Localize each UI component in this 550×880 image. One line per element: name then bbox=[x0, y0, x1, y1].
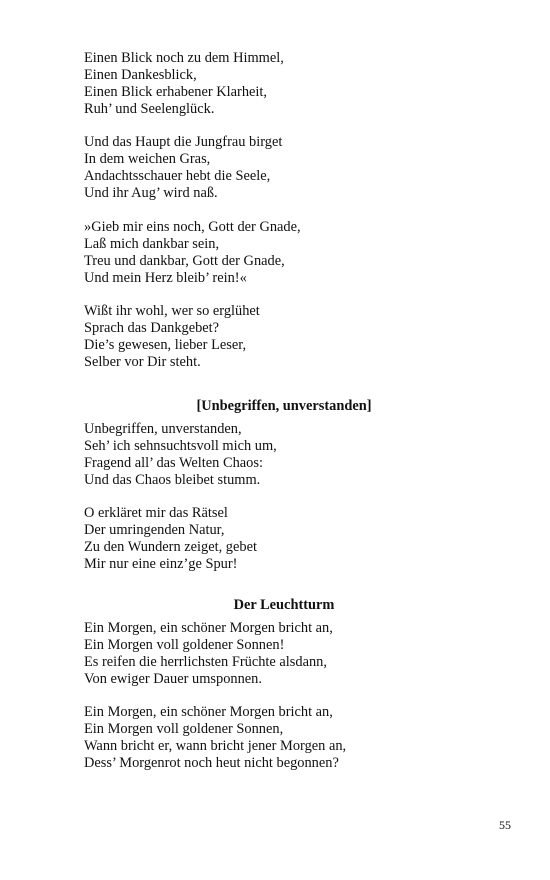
verse-line: Andachtsschauer hebt die Seele, bbox=[84, 168, 271, 185]
verse-line: Wann bricht er, wann bricht jener Morgen an, bbox=[84, 738, 347, 755]
stanza bbox=[84, 50, 484, 118]
stanza bbox=[84, 219, 484, 287]
verse-line: Einen Blick erhabener Klarheit, bbox=[84, 83, 268, 100]
stanza bbox=[84, 421, 484, 489]
verse-line: Laß mich dankbar sein, bbox=[84, 235, 220, 252]
stanza bbox=[84, 505, 484, 573]
verse-line: Von ewiger Dauer umsponnen. bbox=[84, 670, 262, 687]
poem-2 bbox=[84, 421, 484, 573]
verse-line: Ein Morgen voll goldener Sonnen, bbox=[84, 721, 284, 738]
verse-line: O erkläret mir das Rätsel bbox=[84, 505, 228, 522]
verse-line: Fragend all’ das Welten Chaos: bbox=[84, 454, 263, 471]
verse-line: Und mein Herz bleib’ rein!« bbox=[84, 269, 247, 286]
verse-line: Einen Dankesblick, bbox=[84, 66, 197, 83]
verse-line: Ruh’ und Seelenglück. bbox=[84, 100, 215, 117]
verse-line: Mir nur eine einz’ge Spur! bbox=[84, 556, 238, 573]
verse-line: Es reifen die herrlichsten Früchte alsdann, bbox=[84, 653, 327, 670]
poem-1 bbox=[84, 50, 484, 371]
verse-line: Treu und dankbar, Gott der Gnade, bbox=[84, 252, 285, 269]
verse-line: »Gieb mir eins noch, Gott der Gnade, bbox=[84, 218, 301, 235]
poem-3 bbox=[84, 620, 484, 772]
stanza bbox=[84, 704, 484, 772]
verse-line: Ein Morgen voll goldener Sonnen! bbox=[84, 636, 285, 653]
verse-line: Sprach das Dankgebet? bbox=[84, 320, 220, 337]
verse-line: In dem weichen Gras, bbox=[84, 151, 211, 168]
poem-title: Der Leuchtturm bbox=[233, 596, 335, 613]
stanza bbox=[84, 303, 484, 371]
stanza bbox=[84, 620, 484, 688]
verse-line: Unbegriffen, unverstanden, bbox=[84, 420, 242, 437]
verse-line: Dess’ Morgenrot noch heut nicht begonnen? bbox=[84, 755, 339, 772]
verse-line: Wißt ihr wohl, wer so erglühet bbox=[84, 303, 260, 320]
verse-line: Und das Haupt die Jungfrau birget bbox=[84, 134, 283, 151]
verse-line: Ein Morgen, ein schöner Morgen bricht an, bbox=[84, 619, 333, 636]
verse-line: Der umringenden Natur, bbox=[84, 522, 225, 539]
verse-line: Selber vor Dir steht. bbox=[84, 353, 201, 370]
verse-line: Ein Morgen, ein schöner Morgen bricht an, bbox=[84, 704, 333, 721]
verse-line: Einen Blick noch zu dem Himmel, bbox=[84, 50, 284, 66]
verse-line: Die’s gewesen, lieber Leser, bbox=[84, 337, 247, 354]
verse-line: Zu den Wundern zeiget, gebet bbox=[84, 539, 257, 556]
book-page bbox=[84, 50, 484, 772]
verse-line: Seh’ ich sehnsuchtsvoll mich um, bbox=[84, 437, 277, 454]
verse-line: Und ihr Aug’ wird naß. bbox=[84, 185, 218, 202]
poem-title: [Unbegriffen, unverstanden] bbox=[196, 397, 372, 414]
stanza bbox=[84, 134, 484, 202]
page-number: 55 bbox=[499, 818, 511, 832]
verse-line: Und das Chaos bleibet stumm. bbox=[84, 471, 261, 488]
